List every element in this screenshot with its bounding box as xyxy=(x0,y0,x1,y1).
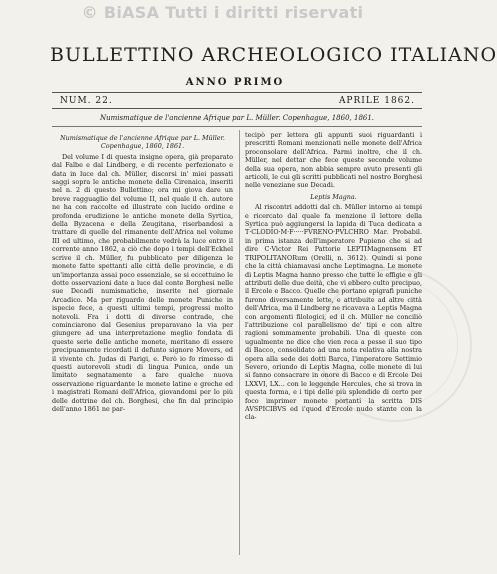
left-column xyxy=(52,131,233,561)
header-rule-bottom xyxy=(52,108,422,109)
section-heading-leptis-magna: Leptis Magna. xyxy=(310,192,357,201)
right-column-paragraph: Al riscontri addotti dal ch. Müller intorno ai tempi e ricercato dal quale fa menzione il lettore della Syrtica può aggiungersi la lapida di Tuca dedicata a T·CLODIO·M·F·····FVRENO·PVLCHRO Mar. Probabil. in prima istanza dell'imperatore Pupieno che si ad dire C·Victor Rei Pattorie LEPTIMagnensem ET TRIPOLITANORum (Orelli, n. 3612). Quindi si pone che la città chiamavasi anche Leptimagna. Le monete di Leptis Magna hanno presso che tutte le effigie e gli attributi delle due deità, che vi ebbero culto precipuo, il Ercole e Bacco. Quelle che portano epigrafi puniche furono diversamente lette, e attribuite ad altre città dell'Africa, ma il Lindberg ne ricavava a Leptis Magna con argomenti filologici, ed il ch. Müller ne conciliò l'attribuzione col parallelismo de' tipi e con altre ragioni sommamente probabili. Una di queste con ugualmente ne dice che vien reca a pesse il suo tipo di Bacco, consolidato ad una nota relativa alla nostra opera alla sede dei dotti Barca, l'imperatore Settimio Severo, oriundo di Leptis Magna, colle monete di lui si fanno consacrare in onore di Bacco e di Ercole Dei LXXVI, LX... con le leggende Hercules, che si trova in questa forma, e i tipi delle più splendide di certo per foco imprimer monete portanti la scritta DIS AVSPICIBVS ed i'quod d'Ercole nudo stante con la cla- xyxy=(245,203,422,422)
right-column-paragraph: tecipò per lettera gli appunti suoi riguardanti i prescritti Romani menzionati nelle monete dell'Africa proconsolare dell'Africa. Parmi inoltre, che il ch. Müller, nel dettar che fece queste seconde volume della sua opera, non abbia sempre avuto presenti gli articoli, le cui gli scritti pubblicati nel nostro Borghesi nelle veneziane sue Decadi. xyxy=(245,131,422,190)
left-column-paragraph: Del volume I di questa insigne opera, già preparato dal Falbe e dal Lindberg, e di recente perfezionato e data in luce dal ch. Müller, discorsi in' miei passati saggi sopra le antiche monete della Cirenaica, inseriti nel n. 2 di questo Bullettino; ora mi giova dare un breve ragguaglio del volume II, nel quale il ch. autore ne ha con raccolte ed illustrate con lucido ordine e profonda erudizione le antiche monete della Syrtica, della Byzacena e della Zeugitana, riserbandosi a trattare di quelle del rimanente dell'Africa nel volume III ed ultimo, che probabilmente vedrà la luce entro il corrente anno 1862, a ciò che dopo i tempi dell'Eckhel scrive il ch. Müller, fu pubblicato per diligenza le monete fatte spettanti alle città delle provincie, e di un'importanza assai poco essenziale, se si eccettuino le dotte osservazioni date a luce dal conte Borghesi nelle sue Decadi numismatiche, inserite nel giornale Arcadico. Ma per riguardo delle monete Puniche in ispecie fece, a questi ultimi tempi, progressi molto notevoli. Fra i dotti di diverse contrade, che cominciarono dal Gesenius preparavano la via per giungere ad una interpretazione meglio fondata di queste serie delle antiche monete, meritano di essere precipuamente ricordati il defunto signore Movers, ed il vivente ch. Judas di Parigi, e. Però io fo rimesso di questi autorevoli studi di lingua Punica, onde un limitato segnatamente a fare qualche nuova osservazione riguardante le monete latine e greche ed i magistrati Romani dell'Africa, giovandomi per lo più delle dottrine del ch. Borghesi, che fin dal principio dell'anno 1861 ne par- xyxy=(52,152,233,413)
subtitle-rule xyxy=(52,126,422,127)
issue-number: NUM. 22. xyxy=(60,96,113,106)
column-divider xyxy=(239,130,240,555)
journal-title: BULLETTINO ARCHEOLOGICO ITALIANO xyxy=(50,44,497,66)
left-column-heading: Numismatique de l'ancienne Afrique par L. Müller. Copenhague, 1860, 1861. xyxy=(60,134,225,151)
header-rule-top xyxy=(52,92,422,93)
right-column xyxy=(245,131,422,561)
article-subtitle: Numismatique de l'ancienne Afrique par L. Müller. Copenhague, 1860, 1861. xyxy=(99,114,375,122)
issue-date: APRILE 1862. xyxy=(338,96,415,106)
journal-year: ANNO PRIMO xyxy=(185,77,285,88)
copyright-watermark: © BiASA Tutti i diritti riservati xyxy=(81,3,364,22)
